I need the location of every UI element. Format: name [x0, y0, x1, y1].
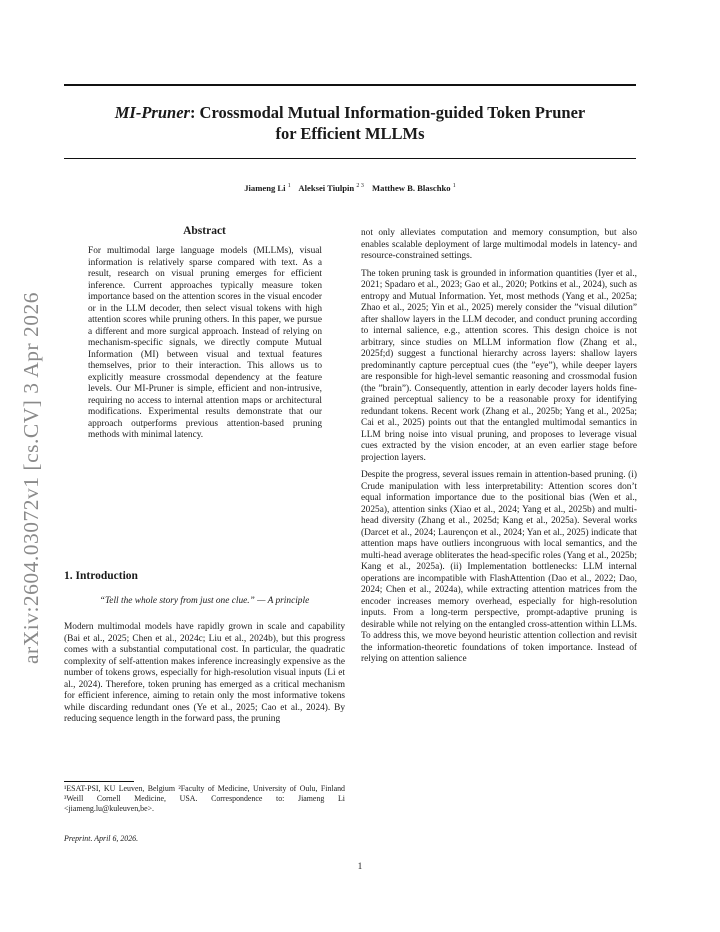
- title-line2: for Efficient MLLMs: [275, 124, 425, 143]
- footnote-rule: [64, 781, 134, 782]
- author-name: Matthew B. Blaschko: [372, 183, 451, 193]
- affiliation-footnote: ¹ESAT-PSI, KU Leuven, Belgium ²Faculty of Medicine, University of Oulu, Finland ³Weill Cornell Medicine, USA. Correspondence to: Jiameng Li <jiameng.lu@kuleuven,be>.: [64, 784, 345, 813]
- page-number: 1: [357, 862, 363, 872]
- right-column: [361, 228, 637, 672]
- title-rule-top: [64, 84, 636, 86]
- abstract-heading: Abstract: [183, 225, 226, 237]
- title-rest: : Crossmodal Mutual Information-guided Token Pruner: [189, 103, 586, 122]
- title-rule-bottom: [64, 158, 636, 159]
- arxiv-watermark: arXiv:2604.03072v1 [cs.CV] 3 Apr 2026: [19, 291, 43, 664]
- author-name: Aleksei Tiulpin: [298, 183, 355, 193]
- introduction-paragraph: Modern multimodal models have rapidly grown in scale and capability (Bai et al., 2025; Chen et al., 2024c; Liu et al., 2024b), but this progress comes with a substantial computational cost. In particular, the quadratic complexity of self-attention makes inference increasingly expensive as the number of tokens grows, especially for high-resolution visual inputs (Li et al., 2024). Therefore, token pruning has emerged as a critical mechanism for efficient inference, aiming to retain only the most informative tokens while discarding redundant ones (Ye et al., 2025; Cao et al., 2024). By reducing sequence length in the forward pass, the pruning: [64, 622, 345, 724]
- author-affiliation: 2 3: [356, 183, 364, 190]
- author-name: Jiameng Li: [244, 183, 286, 193]
- author-affiliation: 1: [287, 183, 291, 190]
- right-paragraph-2: The token pruning task is grounded in information quantities (Iyer et al., 2021; Spadaro et al., 2023; Gao et al., 2020; Potkins et al., 2024), such as entropy and Mutual Information. Yet, most methods (Yang et al., 2025a; Zhao et al., 2025; Yin et al., 2025) merely consider the ”visual dilution” after shallow layers in the LLM decoder, and conduct pruning according to internal salience, e.g., attention scores. This design choice is not arbitrary, since studies on MLLM information flow (Zhang et al., 2025f;d) suggest a functional hierarchy across layers: shallow layers predominantly capture perceptual cues (the ”eye”), while deeper layers are responsible for high-level semantic reasoning and crossmodal fusion (the ”brain”). Consequently, attention in early decoder layers holds fine-grained perceptual saliency to be a reasonable proxy for identifying redundant tokens. Recent work (Zhang et al., 2025b; Yang et al., 2025a; Cai et al., 2025) points out that the entangled multimodal semantics in LLM bring noise into visual pruning, and proposes to leverage visual cues extracted by the vision encoder, at an even earlier stage before projection layers.: [361, 268, 637, 463]
- author-affiliation: 1: [452, 183, 456, 190]
- paper-title: [64, 102, 636, 144]
- abstract-text: For multimodal large language models (MLLMs), visual information is relatively sparse compared with text. As a result, research on visual pruning emerges for efficient inference. Current approaches typically measure token importance based on the attention scores in the visual encoder or in the LLM decoder, then select visual tokens with high attention scores while pruning others. In this paper, we pursue a different and more surgical approach. Instead of relying on mechanism-specific signals, we directly compute Mutual Information (MI) between visual and textual features themselves, prior to their interaction. This allows us to explicitly measure crossmodal dependency at the feature levels. Our MI-Pruner is simple, efficient and non-intrusive, requiring no access to internal attention maps or architectural modifications. Experimental results demonstrate that our approach outperforms previous attention-based pruning methods with minimal latency.: [88, 246, 322, 440]
- author-list: [64, 183, 636, 193]
- section-heading-introduction: 1. Introduction: [64, 570, 138, 582]
- right-paragraph-1: not only alleviates computation and memory consumption, but also enables scalable deployment of large multimodal models in latency- and resource-constrained settings.: [361, 228, 637, 261]
- preprint-note: Preprint. April 6, 2026.: [64, 834, 139, 843]
- right-paragraph-3: Despite the progress, several issues remain in attention-based pruning. (i) Crude manipulation with less interpretability: Attention scores don’t equal information importance due to the positional bias (Wen et al., 2025a), attention sinks (Xiao et al., 2024; Yang et al., 2025b) and multi-head diversity (Zhang et al., 2025d; Kang et al., 2025a). Several works (Darcet et al., 2024; Laurençon et al., 2024; Yan et al., 2025) indicate that attention maps have outliers incongruous with local semantics, and the multi-head average obliterates the head-specific roles (Yang et al., 2025b; Kang et al., 2025a). (ii) Implementation bottlenecks: LLM internal operations are incompatible with FlashAttention (Dao et al., 2022; Dao, 2024; Chen et al., 2024a), while extracting attention matrices from the encoder increases memory overhead, especially for high-resolution inputs. From a long-term perspective, prompt-adaptive pruning is desirable while not relying on the entangled cross-attention within LLMs. To address this, we move beyond heuristic attention collection and revisit the information-theoretic foundations of token importance. Instead of relying on attention salience: [361, 470, 637, 664]
- epigraph-quote: “Tell the whole story from just one clue.” — A principle: [99, 596, 310, 606]
- title-lead: MI-Pruner: [114, 103, 190, 122]
